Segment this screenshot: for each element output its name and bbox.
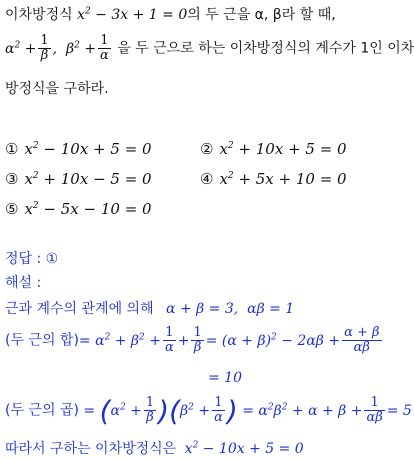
option-3[interactable]: ③ $x^2 + 10x - 5 = 0$ [5, 170, 152, 188]
product-label: (두 근의 곱) [5, 402, 79, 419]
relation-line [5, 298, 294, 318]
sum-label: (두 근의 합) [5, 332, 79, 349]
option-5[interactable]: ⑤ $x^2 - 5x - 10 = 0$ [5, 200, 152, 218]
product-expression: = ($\alpha^2$ + $\frac{1}{\beta}$ )($\beta^2$ + $\frac{1}{\alpha}$ ) = $\alpha^2\beta^2 + \alpha + \beta$ + $\frac{1}{\alpha\beta}$ = 5 [83, 394, 412, 427]
question-suffix: 의 두 근을 α, β라 할 때, [187, 7, 336, 23]
root-expression-1: $\alpha^2$ + $\frac{1}{\beta}$ , $\beta^2$ + $\frac{1}{\alpha}$ [5, 33, 109, 63]
option-1[interactable]: ① $x^2 - 10x + 5 = 0$ [5, 140, 152, 158]
explanation-label: 해설 : [5, 275, 42, 291]
conclusion-text: 따라서 구하는 이차방정식은 [5, 441, 177, 457]
conclusion-line [5, 438, 304, 458]
conclusion-expr: $x^2 - 10x + 5 = 0$ [184, 440, 304, 457]
question-line-2-text: 을 두 근으로 하는 이차방정식의 계수가 1인 이차 [117, 40, 414, 57]
sum-result: = 10 [208, 370, 242, 386]
question-line-3: 방정식을 구하라. [5, 81, 109, 97]
product-line [5, 394, 412, 427]
option-4[interactable]: ④ $x^2 + 5x + 10 = 0$ [200, 170, 347, 188]
sum-line [5, 326, 384, 355]
option-2[interactable]: ② $x^2 + 10x + 5 = 0$ [200, 140, 347, 158]
sum-expression: = $\alpha^2 + \beta^2$ + $\frac{1}{\alpha}$ + $\frac{1}{\beta}$ = $(\alpha + \beta)^2 - 2\alpha\beta$ + $\frac{\alpha + \beta}{\alpha\beta}$ [78, 325, 380, 355]
question-line-1 [5, 4, 336, 24]
question-prefix: 이차방정식 [5, 7, 73, 23]
relation-expr: α + β = 3, αβ = 1 [166, 301, 295, 317]
question-line-2 [5, 34, 414, 63]
question-equation: $x^2 - 3x + 1 = 0$ [77, 6, 188, 23]
relation-text: 근과 계수의 관계에 의해 [5, 301, 154, 317]
answer-label: 정답 : ① [5, 251, 59, 267]
